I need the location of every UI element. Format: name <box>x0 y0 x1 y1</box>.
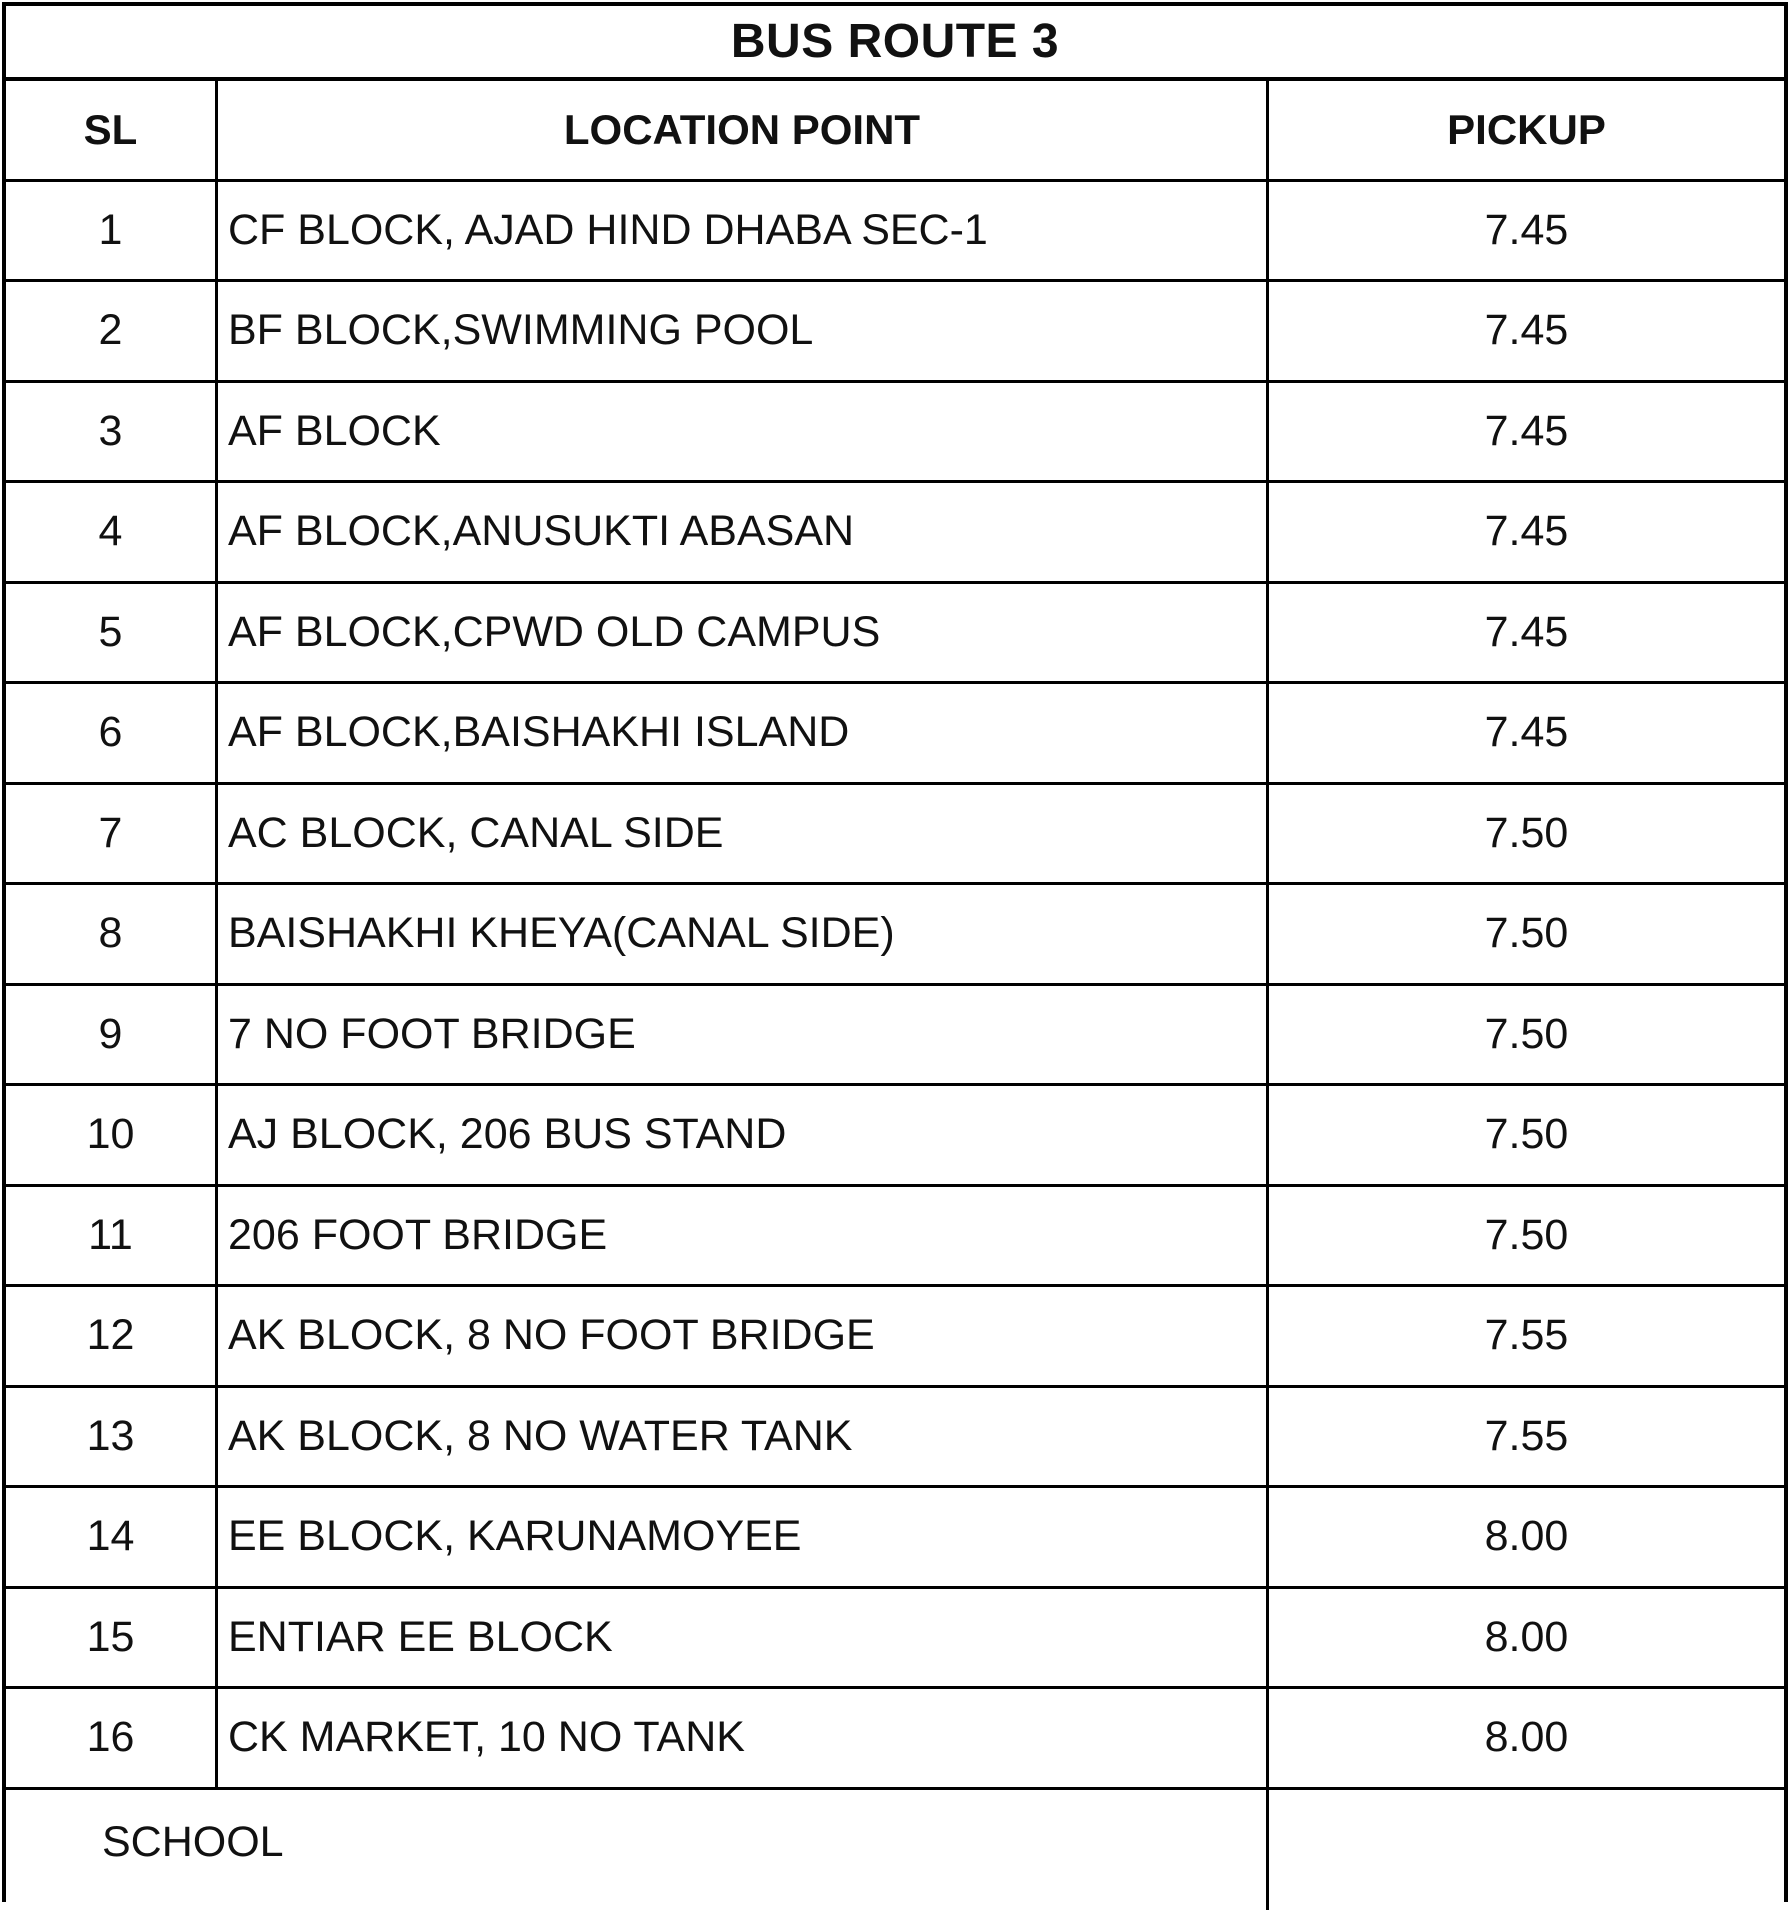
row-location: AJ BLOCK, 206 BUS STAND <box>218 1086 1269 1184</box>
row-location: AK BLOCK, 8 NO FOOT BRIDGE <box>218 1287 1269 1385</box>
row-sl: 2 <box>6 282 218 380</box>
row-pickup: 8.00 <box>1484 1713 1569 1762</box>
row-sl: 14 <box>6 1488 218 1586</box>
row-location: 206 FOOT BRIDGE <box>218 1187 1269 1285</box>
row-location: BF BLOCK,SWIMMING POOL <box>218 282 1269 380</box>
row-location: 7 NO FOOT BRIDGE <box>218 986 1269 1084</box>
row-pickup: 8.00 <box>1484 1612 1569 1661</box>
row-location: AF BLOCK,BAISHAKHI ISLAND <box>218 684 1269 782</box>
row-pickup: 7.45 <box>1484 306 1569 355</box>
row-location: AK BLOCK, 8 NO WATER TANK <box>218 1388 1269 1486</box>
table-row <box>6 483 1784 584</box>
row-sl: 8 <box>6 885 218 983</box>
table-row <box>6 684 1784 785</box>
table-row <box>6 1589 1784 1690</box>
table-row <box>6 282 1784 383</box>
row-pickup: 7.50 <box>1484 1110 1569 1159</box>
row-pickup: 7.55 <box>1484 1411 1569 1460</box>
table-row <box>6 1388 1784 1489</box>
row-sl: 16 <box>6 1689 218 1787</box>
table-row <box>6 1488 1784 1589</box>
row-location: EE BLOCK, KARUNAMOYEE <box>218 1488 1269 1586</box>
row-sl: 13 <box>6 1388 218 1486</box>
table-row <box>6 1086 1784 1187</box>
row-pickup: 7.50 <box>1484 1009 1569 1058</box>
table-row <box>6 1187 1784 1288</box>
school-row <box>6 1790 1784 1910</box>
row-pickup: 7.50 <box>1484 1210 1569 1259</box>
row-sl: 3 <box>6 383 218 481</box>
table-row <box>6 885 1784 986</box>
row-sl: 1 <box>6 182 218 280</box>
row-location: CK MARKET, 10 NO TANK <box>218 1689 1269 1787</box>
row-pickup: 7.45 <box>1484 507 1569 556</box>
row-pickup: 7.50 <box>1484 909 1569 958</box>
row-pickup: 7.45 <box>1484 708 1569 757</box>
row-location: AF BLOCK,ANUSUKTI ABASAN <box>218 483 1269 581</box>
table-row <box>6 1287 1784 1388</box>
row-pickup: 8.00 <box>1484 1512 1569 1561</box>
row-location: BAISHAKHI KHEYA(CANAL SIDE) <box>218 885 1269 983</box>
row-pickup: 7.55 <box>1484 1311 1569 1360</box>
row-sl: 15 <box>6 1589 218 1687</box>
header-row <box>6 81 1784 182</box>
row-sl: 10 <box>6 1086 218 1184</box>
row-pickup: 7.45 <box>1484 607 1569 656</box>
header-pickup: PICKUP <box>1447 105 1606 153</box>
row-location: AF BLOCK,CPWD OLD CAMPUS <box>218 584 1269 682</box>
row-sl: 9 <box>6 986 218 1084</box>
table-title: BUS ROUTE 3 <box>6 6 1784 81</box>
table-row <box>6 986 1784 1087</box>
row-location: AF BLOCK <box>218 383 1269 481</box>
row-sl: 5 <box>6 584 218 682</box>
row-pickup: 7.50 <box>1484 808 1569 857</box>
school-label: SCHOOL <box>6 1790 1269 1910</box>
bus-route-table <box>2 2 1788 1902</box>
row-sl: 4 <box>6 483 218 581</box>
row-sl: 11 <box>6 1187 218 1285</box>
row-pickup: 7.45 <box>1484 205 1569 254</box>
row-sl: 12 <box>6 1287 218 1385</box>
header-sl: SL <box>6 81 218 179</box>
header-location: LOCATION POINT <box>218 81 1269 179</box>
table-row <box>6 383 1784 484</box>
row-sl: 7 <box>6 785 218 883</box>
school-pickup <box>1269 1790 1784 1910</box>
table-row <box>6 1689 1784 1790</box>
row-location: CF BLOCK, AJAD HIND DHABA SEC-1 <box>218 182 1269 280</box>
row-sl: 6 <box>6 684 218 782</box>
table-row <box>6 182 1784 283</box>
row-location: AC BLOCK, CANAL SIDE <box>218 785 1269 883</box>
table-body <box>6 81 1784 1910</box>
table-row <box>6 785 1784 886</box>
table-row <box>6 584 1784 685</box>
row-pickup: 7.45 <box>1484 406 1569 455</box>
row-location: ENTIAR EE BLOCK <box>218 1589 1269 1687</box>
